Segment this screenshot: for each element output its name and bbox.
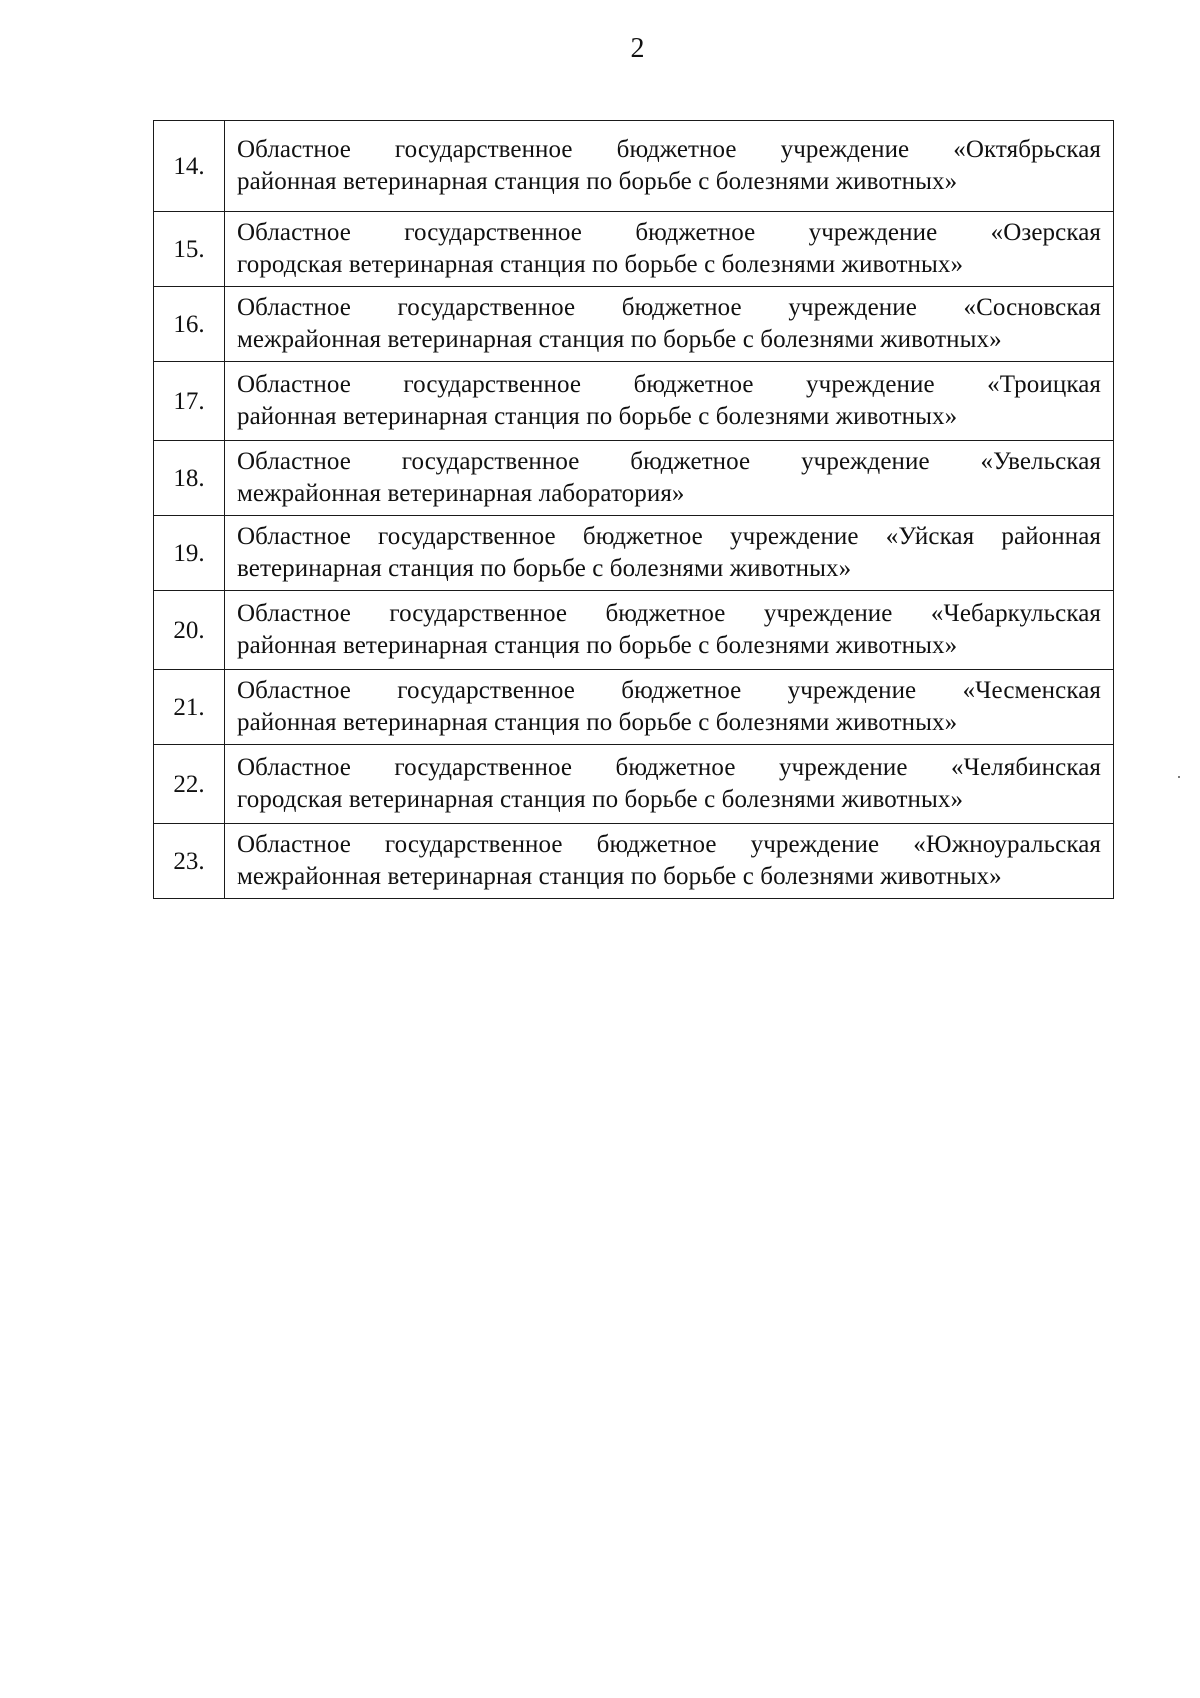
row-number: 19. — [154, 516, 225, 591]
institution-name-line: межрайонная ветеринарная станция по борьбе с болезнями животных» — [237, 326, 1002, 353]
table-row — [154, 516, 1114, 591]
table-row — [154, 441, 1114, 516]
institution-name-line: межрайонная ветеринарная станция по борьбе с болезнями животных» — [237, 863, 1002, 890]
table-row — [154, 670, 1114, 745]
institution-name-line: ветеринарная станция по борьбе с болезнями животных» — [237, 555, 852, 582]
institutions-table — [153, 120, 1114, 899]
institution-name-line: Областное государственное бюджетное учреждение «Октябрьская — [237, 136, 1101, 163]
institution-name-line: Областное государственное бюджетное учреждение «Чебаркульская — [237, 600, 1101, 627]
row-number: 16. — [154, 287, 225, 362]
institution-name — [225, 745, 1114, 824]
institution-name-line: Областное государственное бюджетное учреждение «Увельская — [237, 448, 1101, 475]
table-row — [154, 212, 1114, 287]
institution-name-line: городская ветеринарная станция по борьбе с болезнями животных» — [237, 786, 964, 813]
row-number: 22. — [154, 745, 225, 824]
table-row — [154, 287, 1114, 362]
row-number: 14. — [154, 121, 225, 212]
institution-name-line: районная ветеринарная станция по борьбе с болезнями животных» — [237, 632, 958, 659]
institution-name — [225, 516, 1114, 591]
institution-name — [225, 121, 1114, 212]
institution-name-line: Областное государственное бюджетное учреждение «Чесменская — [237, 677, 1101, 704]
table-row — [154, 121, 1114, 212]
institution-name — [225, 824, 1114, 899]
institution-name — [225, 287, 1114, 362]
institution-name-line: Областное государственное бюджетное учреждение «Озерская — [237, 219, 1101, 246]
institution-name-line: межрайонная ветеринарная лаборатория» — [237, 480, 685, 507]
table-row — [154, 745, 1114, 824]
row-number: 18. — [154, 441, 225, 516]
institution-name-line: Областное государственное бюджетное учреждение «Троицкая — [237, 371, 1101, 398]
institution-name-line: районная ветеринарная станция по борьбе с болезнями животных» — [237, 168, 958, 195]
institution-name — [225, 670, 1114, 745]
institution-name-line: Областное государственное бюджетное учреждение «Уйская районная — [237, 523, 1101, 550]
row-number: 23. — [154, 824, 225, 899]
table-row — [154, 362, 1114, 441]
row-number: 15. — [154, 212, 225, 287]
institution-name-line: районная ветеринарная станция по борьбе с болезнями животных» — [237, 709, 958, 736]
institution-name — [225, 212, 1114, 287]
institution-name — [225, 441, 1114, 516]
institution-name — [225, 591, 1114, 670]
institution-name-line: районная ветеринарная станция по борьбе с болезнями животных» — [237, 403, 958, 430]
institution-name — [225, 362, 1114, 441]
institution-name-line: Областное государственное бюджетное учреждение «Южноуральская — [237, 831, 1101, 858]
table-row — [154, 824, 1114, 899]
scan-speck — [1178, 776, 1180, 778]
row-number: 20. — [154, 591, 225, 670]
table-row — [154, 591, 1114, 670]
institution-name-line: Областное государственное бюджетное учреждение «Челябинская — [237, 754, 1101, 781]
institution-name-line: Областное государственное бюджетное учреждение «Сосновская — [237, 294, 1101, 321]
institution-name-line: городская ветеринарная станция по борьбе с болезнями животных» — [237, 251, 964, 278]
row-number: 17. — [154, 362, 225, 441]
page-number: 2 — [630, 33, 645, 64]
row-number: 21. — [154, 670, 225, 745]
